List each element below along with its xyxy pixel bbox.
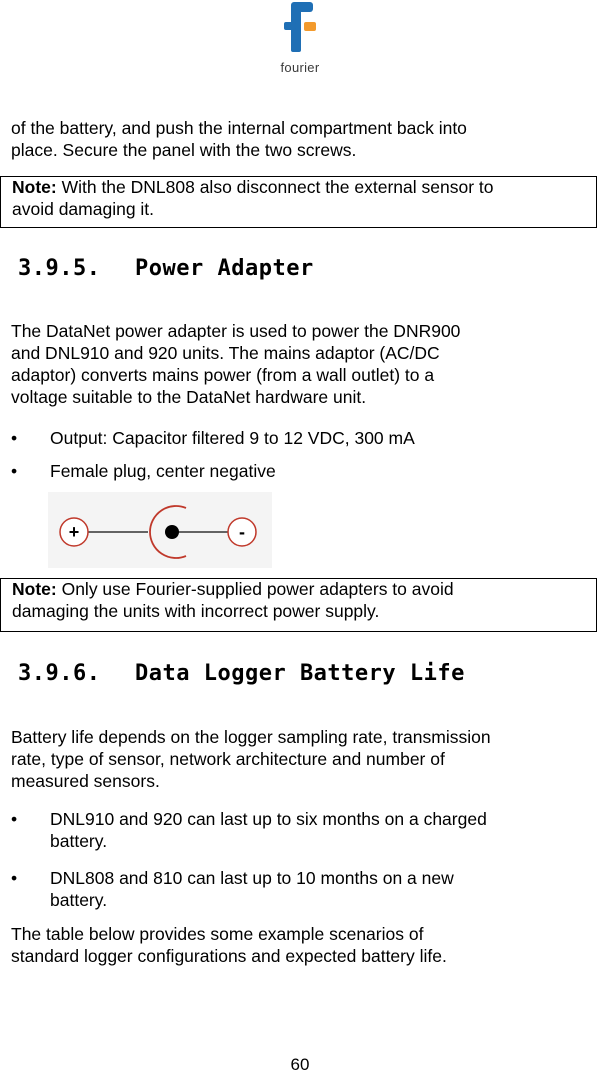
paragraph-line: Battery life depends on the logger sampling rate, transmission bbox=[11, 727, 491, 747]
note-1-line-1: Note: With the DNL808 also disconnect the external sensor to bbox=[12, 177, 494, 197]
section-heading-battery-life bbox=[18, 661, 465, 686]
paragraph-line: voltage suitable to the DataNet hardware unit. bbox=[11, 387, 367, 407]
section-heading-power-adapter bbox=[18, 256, 314, 281]
section-title: Data Logger Battery Life bbox=[135, 661, 465, 686]
note-box-2 bbox=[0, 578, 597, 632]
note-box-1 bbox=[0, 176, 597, 228]
bullet-dot-icon: • bbox=[11, 461, 18, 481]
continuation-line-1: of the battery, and push the internal compartment back into bbox=[11, 118, 467, 138]
paragraph-line: The table below provides some example scenarios of bbox=[11, 924, 424, 944]
fourier-logo-mark bbox=[270, 0, 330, 60]
section-title: Power Adapter bbox=[135, 256, 314, 281]
bullet-dot-icon: • bbox=[11, 428, 18, 448]
plus-label: + bbox=[68, 522, 80, 542]
paragraph-line: rate, type of sensor, network architecture and number of bbox=[11, 749, 445, 769]
section-number: 3.9.6. bbox=[18, 661, 101, 686]
paragraph-line: The DataNet power adapter is used to power the DNR900 bbox=[11, 321, 461, 341]
section-number: 3.9.5. bbox=[18, 256, 101, 281]
paragraph-line: measured sensors. bbox=[11, 771, 160, 791]
paragraph-line: and DNL910 and 920 units. The mains adaptor (AC/DC bbox=[11, 343, 440, 363]
polarity-diagram bbox=[48, 492, 272, 568]
minus-label: - bbox=[239, 522, 245, 542]
note-2-label: Note: bbox=[12, 579, 57, 599]
paragraph-line: standard logger configurations and expected battery life. bbox=[11, 946, 447, 966]
paragraph-line: adaptor) converts mains power (from a wall outlet) to a bbox=[11, 365, 435, 385]
note-1-line-2: avoid damaging it. bbox=[12, 198, 155, 219]
fourier-logo bbox=[270, 0, 330, 80]
note-1-label: Note: bbox=[12, 177, 57, 197]
note-2-line-1: Note: Only use Fourier-supplied power adapters to avoid bbox=[12, 579, 454, 599]
bullet-dot-icon: • bbox=[11, 868, 18, 888]
continuation-line-2: place. Secure the panel with the two screws. bbox=[11, 140, 357, 160]
center-pin-icon bbox=[165, 525, 179, 539]
note-2-line-2: damaging the units with incorrect power supply. bbox=[12, 600, 380, 621]
page-number: 60 bbox=[290, 1055, 310, 1074]
bullet-item-dnl808: • DNL808 and 810 can last up to 10 months on a new battery. bbox=[11, 868, 454, 910]
logo-wordmark: fourier bbox=[280, 60, 320, 75]
bullet-item-dnl910: • DNL910 and 920 can last up to six months on a charged battery. bbox=[11, 809, 487, 851]
bullet-dot-icon: • bbox=[11, 809, 18, 829]
